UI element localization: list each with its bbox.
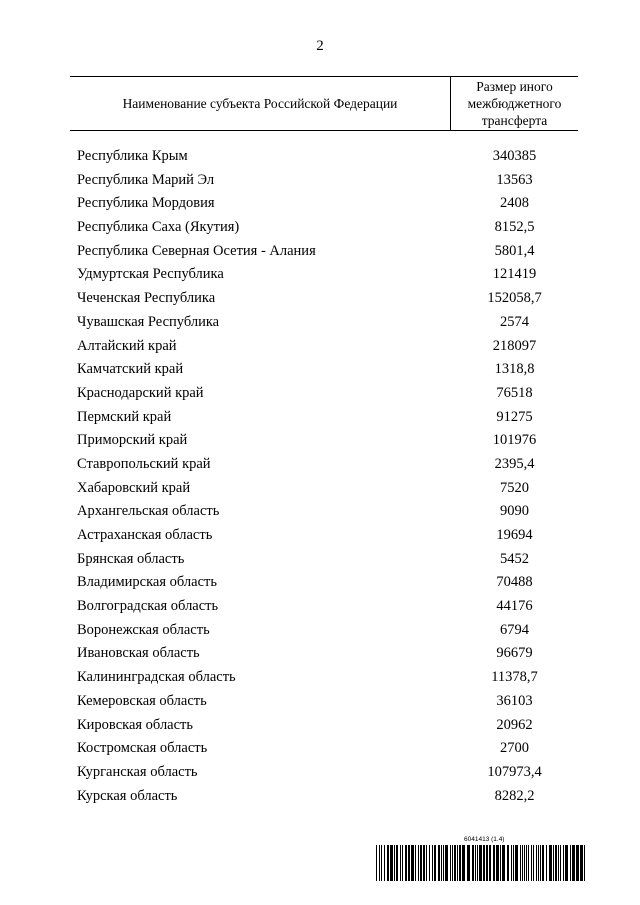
subject-name: Чеченская Республика	[77, 290, 216, 307]
subject-name: Курская область	[77, 787, 178, 804]
table-row	[0, 358, 640, 382]
transfer-amount: 76518	[496, 384, 533, 401]
subject-name: Курганская область	[77, 763, 198, 780]
transfer-amount: 36103	[496, 692, 533, 709]
transfer-amount: 2574	[500, 313, 529, 330]
transfer-amount: 19694	[496, 527, 533, 543]
subject-name: Брянская область	[77, 550, 185, 567]
transfer-amount: 2700	[500, 740, 529, 757]
transfer-amount: 6794	[500, 621, 529, 638]
subject-name: Алтайский край	[77, 337, 177, 354]
transfer-amount: 340385	[492, 148, 537, 164]
subject-name: Приморский край	[77, 432, 188, 449]
table-row	[0, 429, 640, 453]
subject-name: Республика Крым	[77, 148, 188, 164]
barcode-icon	[376, 845, 588, 881]
subject-name: Воронежская область	[77, 621, 210, 638]
subject-name: Республика Северная Осетия - Алания	[77, 242, 316, 259]
transfer-amount: 121419	[492, 266, 537, 283]
table-row	[0, 500, 640, 524]
table-row	[0, 382, 640, 406]
transfer-amount: 152058,7	[487, 290, 542, 307]
subject-name: Ивановская область	[77, 645, 200, 662]
subject-name: Кировская область	[77, 716, 194, 733]
table-row	[0, 785, 640, 809]
table-row	[0, 263, 640, 287]
header-transfer-amount: Размер иного межбюджетного трансферта	[467, 79, 562, 128]
transfer-amount: 5452	[500, 550, 529, 567]
subject-name: Краснодарский край	[77, 384, 204, 401]
transfer-amount: 8282,2	[494, 787, 535, 804]
table-row	[0, 406, 640, 430]
transfer-amount: 7520	[500, 479, 529, 496]
table-row	[0, 714, 640, 738]
transfer-amount: 8152,5	[494, 219, 535, 236]
table-row	[0, 666, 640, 690]
subject-name: Республика Саха (Якутия)	[77, 219, 240, 236]
subject-name: Чувашская Республика	[77, 313, 220, 330]
subject-name: Кемеровская область	[77, 692, 207, 709]
subject-name: Владимирская область	[77, 574, 217, 591]
table-row	[0, 311, 640, 335]
subject-name: Камчатский край	[77, 361, 184, 378]
transfer-amount: 70488	[496, 574, 533, 591]
transfer-amount: 2395,4	[494, 455, 535, 472]
subject-name: Калининградская область	[77, 669, 236, 686]
table-row	[0, 571, 640, 595]
table-row	[0, 192, 640, 216]
subject-name: Республика Марий Эл	[77, 171, 215, 188]
transfer-amount: 101976	[492, 432, 537, 449]
table-row	[0, 737, 640, 761]
table-row	[0, 477, 640, 501]
subject-name: Волгоградская область	[77, 598, 219, 615]
table-header	[70, 76, 578, 131]
subject-name: Республика Мордовия	[77, 195, 215, 212]
transfer-amount: 9090	[500, 503, 529, 520]
table-row	[0, 216, 640, 240]
transfer-amount: 11378,7	[491, 669, 538, 686]
table-row	[0, 690, 640, 714]
table-row	[0, 287, 640, 311]
transfer-amount: 20962	[496, 716, 533, 733]
table-row	[0, 453, 640, 477]
transfer-amount: 44176	[496, 598, 533, 615]
table-row	[0, 761, 640, 785]
data-table-body	[0, 145, 640, 808]
barcode-label: 6041413 (1.4)	[464, 836, 505, 843]
table-row	[0, 642, 640, 666]
table-row	[0, 548, 640, 572]
table-row	[0, 619, 640, 643]
table-row	[0, 240, 640, 264]
barcode	[376, 836, 588, 881]
subject-name: Архангельская область	[77, 503, 220, 520]
transfer-amount: 1318,8	[494, 361, 535, 378]
subject-name: Ставропольский край	[77, 455, 211, 472]
table-row	[0, 335, 640, 359]
transfer-amount: 107973,4	[487, 763, 542, 780]
subject-name: Удмуртская Республика	[77, 266, 224, 283]
transfer-amount: 2408	[500, 195, 529, 212]
table-row	[0, 595, 640, 619]
subject-name: Хабаровский край	[77, 479, 191, 496]
table-row	[0, 145, 640, 169]
page-number: 2	[316, 38, 324, 54]
transfer-amount: 5801,4	[494, 242, 535, 259]
subject-name: Костромская область	[77, 740, 208, 757]
transfer-amount: 91275	[496, 408, 533, 425]
subject-name: Астраханская область	[77, 527, 213, 543]
table-row	[0, 524, 640, 548]
table-row	[0, 169, 640, 193]
transfer-amount: 96679	[496, 645, 533, 662]
transfer-amount: 13563	[496, 171, 533, 188]
transfer-amount: 218097	[492, 337, 537, 354]
header-subject-name: Наименование субъекта Российской Федерации	[122, 95, 398, 111]
subject-name: Пермский край	[77, 408, 172, 425]
